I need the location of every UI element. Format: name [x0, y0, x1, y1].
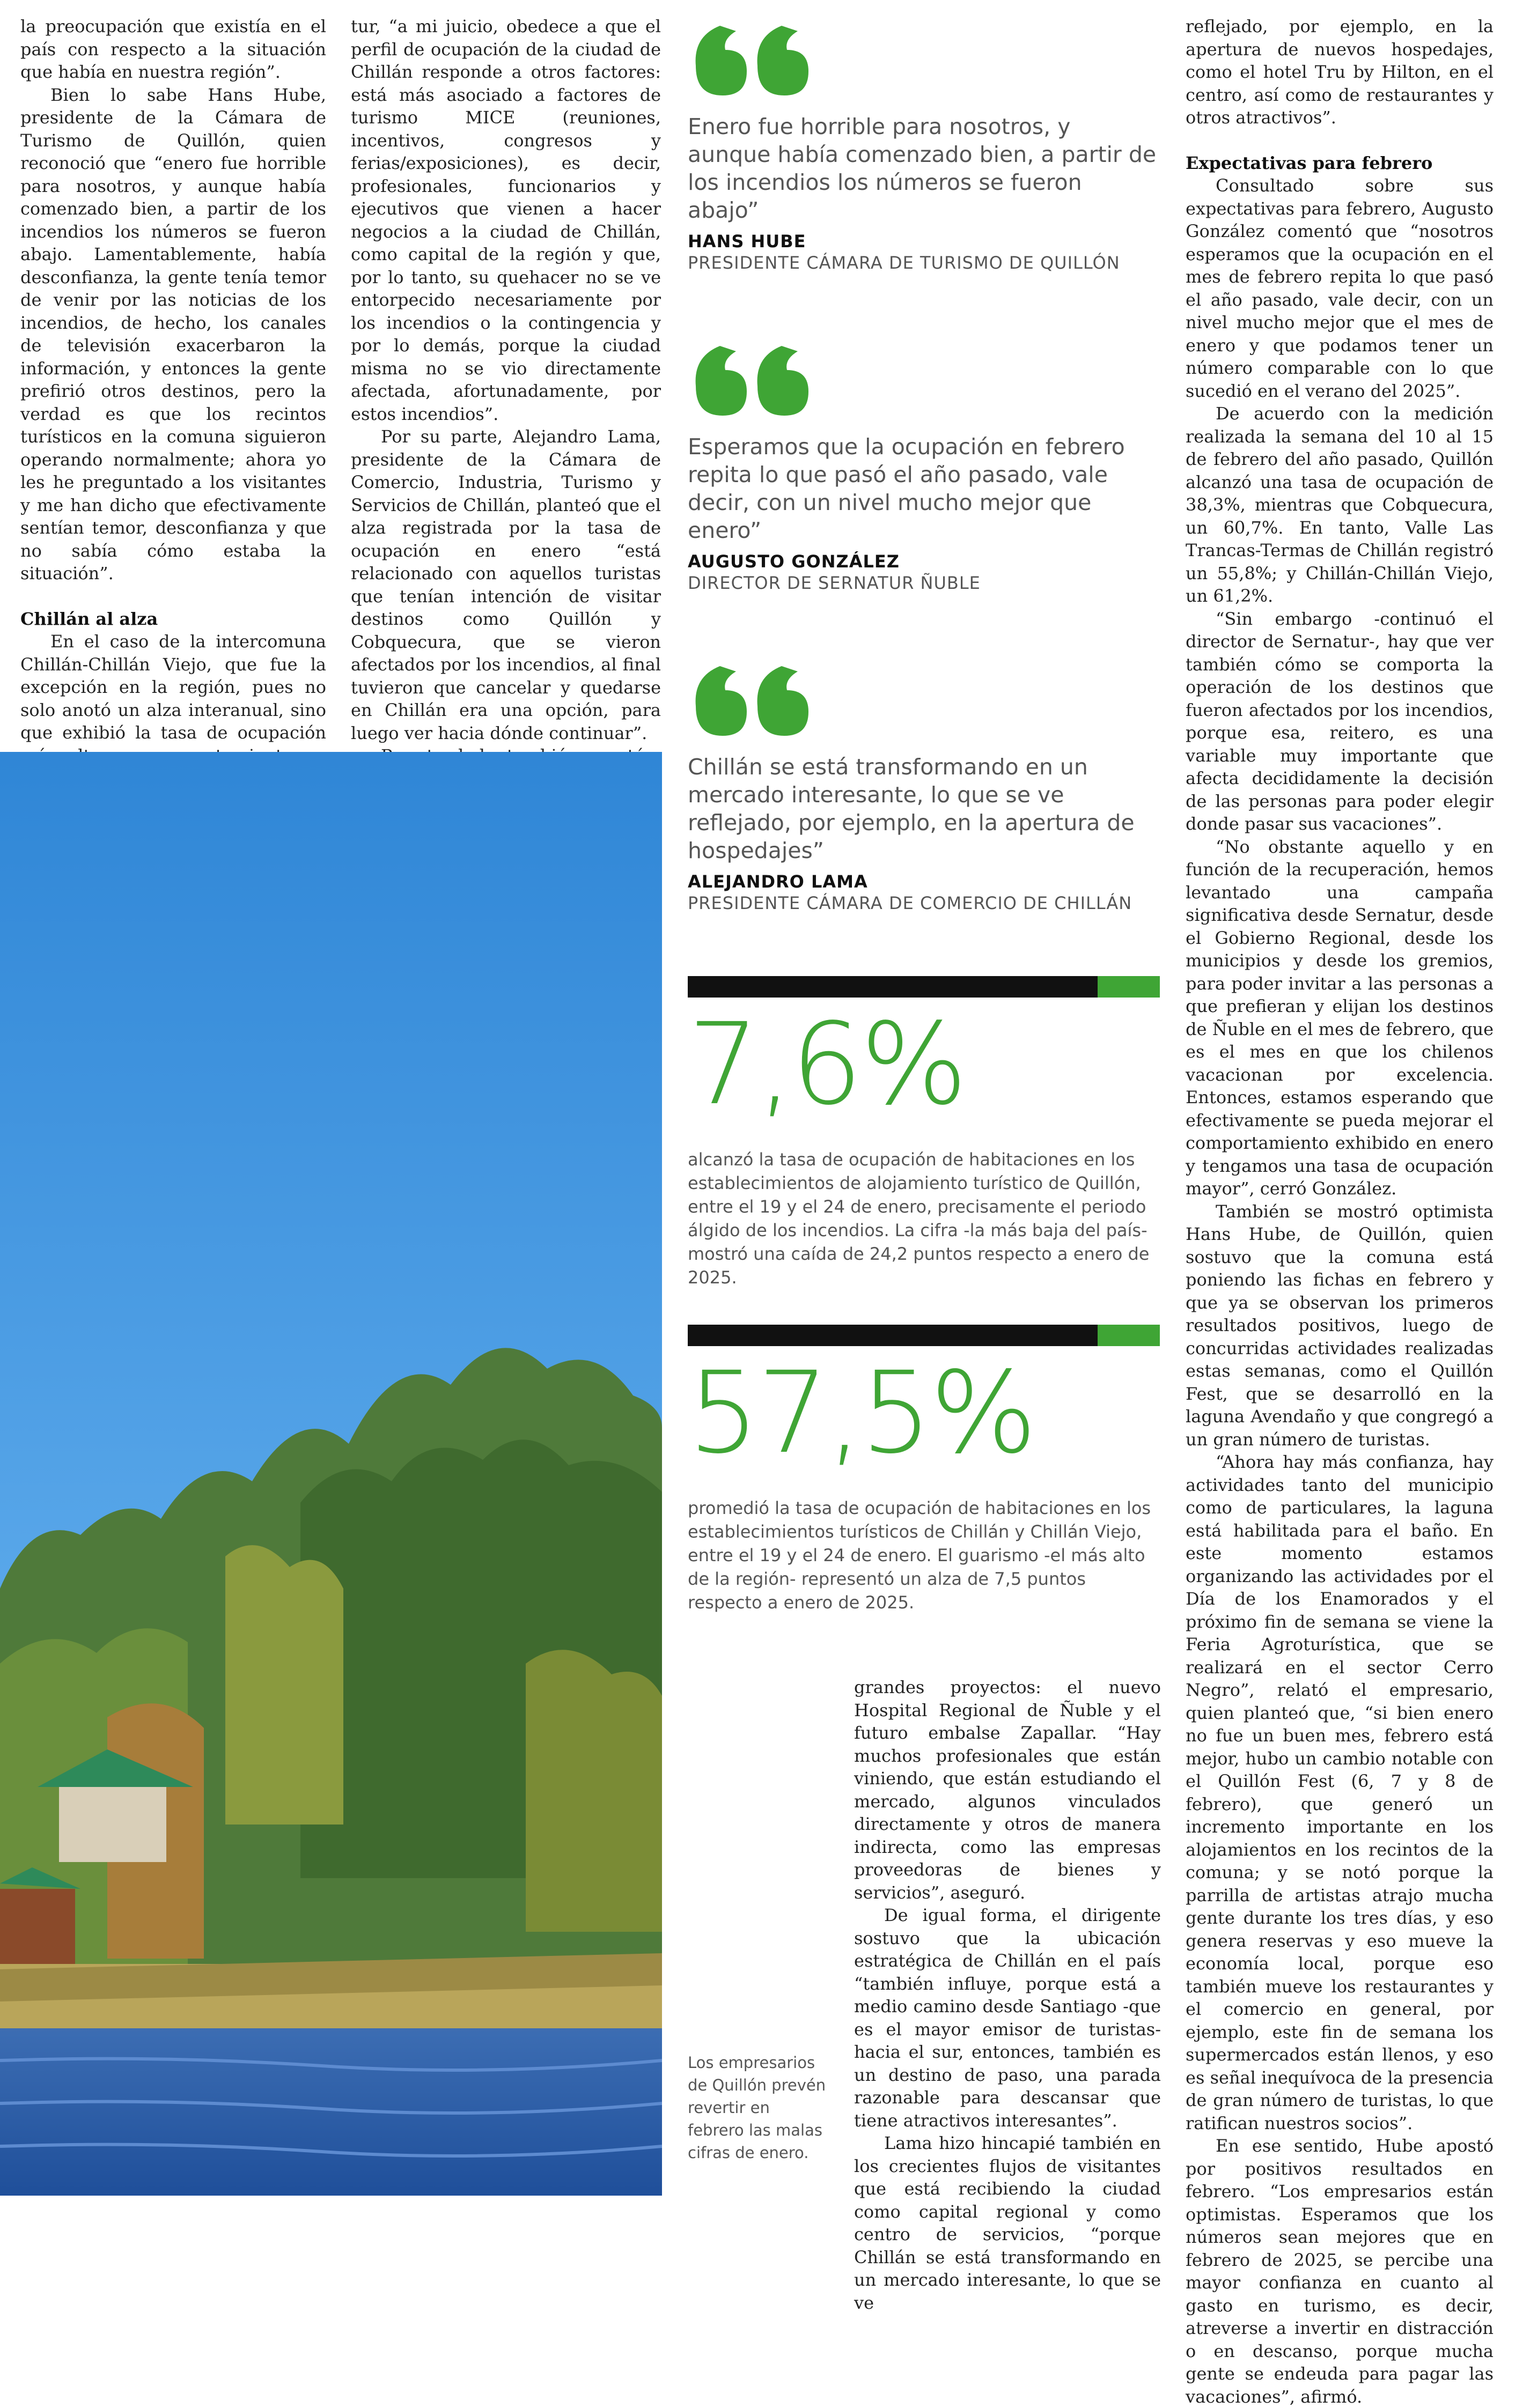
quote-role: PRESIDENTE CÁMARA DE TURISMO DE QUILLÓN	[688, 253, 1120, 273]
paragraph: Lama hizo hincapié también en los crecientes flujos de visitantes que está recibiendo la ciudad como capital regional y como centro de servicios, “porque Chillán se está transformando en un mercado interesante, lo que se ve	[854, 2133, 1161, 2313]
quote-text: Enero fue horrible para nosotros, y aunque había comenzado bien, a partir de los incendios los números se fueron abajo”	[688, 114, 1157, 223]
quote-author: AUGUSTO GONZÁLEZ	[688, 551, 900, 572]
pull-quote-1	[688, 15, 1160, 274]
photo-caption: Los empresarios de Quillón prevén revertir en febrero las malas cifras de enero.	[688, 2054, 826, 2162]
article-column-4	[1186, 15, 1494, 2408]
stat-description: alcanzó la tasa de ocupación de habitaciones en los establecimientos de alojamiento turístico de Quillón, entre el 19 y el 24 de enero, precisamente el periodo álgido de los incendios. La cifra -la más baja del país- mostró una caída de 24,2 puntos respecto a enero de 2025.	[688, 1149, 1150, 1288]
quote-text: Esperamos que la ocupación en febrero repita lo que pasó el año pasado, vale decir, con un nivel mucho mejor que enero”	[688, 434, 1125, 543]
paragraph: “Sin embargo -continuó el director de Sernatur-, hay que ver también cómo se comporta la operación de los destinos que fueron afectados por los incendios, porque esa, reitero, es una variable muy importante que afecta decididamente la decisión de las personas para poder elegir donde pasar sus vacaciones”.	[1186, 608, 1494, 834]
paragraph: reflejado, por ejemplo, en la apertura de nuevos hospedajes, como el hotel Tru by Hilton, en el centro, así como de restaurantes y otros atractivos”.	[1186, 16, 1494, 128]
paragraph: Por su parte, Alejandro Lama, presidente de la Cámara de Comercio, Industria, Turismo y Servicios de Chillán, planteó que el alza registrada por la tasa de ocupación en enero “está relacionado con aquellos turistas que tenían intención de visitar destinos como Quillón y Cobquecura, que se vieron afectados por los incendios, al final tuvieron que cancelar y quedarse en Chillán era una opción, para luego ver hacia dónde continuar”.	[351, 426, 661, 743]
stat-block-1	[688, 976, 1160, 1289]
paragraph: la preocupación que existía en el país con respecto a la situación que había en nuestra región”.	[20, 16, 326, 82]
paragraph: De acuerdo con la medición realizada la semana del 10 al 15 de febrero del año pasado, Quillón alcanzó una tasa de ocupación de 38,3%, mientras que Cobquecura, un 60,7%. En tanto, Valle Las Trancas-Termas de Chillán registró un 55,8%; y Chillán-Chillán Viejo, un 61,2%.	[1186, 403, 1494, 606]
quote-role: PRESIDENTE CÁMARA DE COMERCIO DE CHILLÁN	[688, 893, 1132, 913]
quote-mark-icon	[688, 655, 822, 736]
paragraph: En el caso de la intercomuna Chillán-Chillán Viejo, que fue la excepción en la región, pues no solo anotó un alza interanual, sino que exhibió la tasa de ocupación	[20, 631, 326, 743]
stat-bar	[688, 976, 1160, 998]
section-heading: Expectativas para febrero	[1186, 152, 1433, 173]
article-column-1	[20, 15, 326, 858]
section-heading: Chillán al alza	[20, 608, 158, 629]
quote-text: Chillán se está transformando en un mercado interesante, lo que se ve reflejado, por ejemplo, en la apertura de hospedajes”	[688, 754, 1135, 863]
quote-mark-icon	[688, 335, 822, 416]
quote-author: ALEJANDRO LAMA	[688, 871, 868, 892]
stat-bar	[688, 1325, 1160, 1346]
pull-quote-3	[688, 655, 1160, 914]
paragraph: “No obstante aquello y en función de la recuperación, hemos levantado una campaña significativa desde Sernatur, desde el Gobierno Regional, desde los municipios y desde los gremios, para poder invitar a las personas a que prefieran y elijan los destinos de Ñuble en el mes de febrero, que es el mes en que los chilenos vacacionan por excelencia. Entonces, estamos esperando que efectivamente se pueda mejorar el comportamiento exhibido en enero y tengamos una tasa de ocupación mayor”, cerró González.	[1186, 836, 1494, 1199]
paragraph: De igual forma, el dirigente sostuvo que la ubicación estratégica de Chillán en el país “también influye, porque está a medio camino desde Santiago -que es el mayor emisor de turistas- hacia el sur, entonces, también es un destino de paso, una parada razonable para descansar que tiene atractivos interesantes”.	[854, 1905, 1161, 2131]
pull-quote-2	[688, 335, 1160, 594]
quote-role: DIRECTOR DE SERNATUR ÑUBLE	[688, 573, 981, 593]
article-column-2	[351, 15, 661, 859]
lagoon-photo	[0, 752, 662, 2196]
stat-value: 57,5%	[688, 1347, 1035, 1479]
paragraph: Bien lo sabe Hans Hube, presidente de la Cámara de Turismo de Quillón, quien reconoció que “enero fue horrible para nosotros, y aunque había comenzado bien, a partir de los incendios los números se fueron abajo. Lamentablemente, había desconfianza, la gente tenía temor de venir por las noticias de los incendios, de hecho, los canales de televisión exacerbaron la información, y entonces la gente prefirió otros destinos, pero la verdad es que los recintos turísticos en la comuna siguieron operando normalmente; ahora yo les he preguntado a los visitantes y me han dicho que efectivamente sentían temor, desconfianza y que no sabía cómo estaba la situación”.	[20, 84, 326, 583]
paragraph: grandes proyectos: el nuevo Hospital Regional de Ñuble y el futuro embalse Zapallar. “Hay muchos profesionales que están viniendo, que están estudiando el mercado, algunos vinculados directamente y otros de manera indirecta, como las empresas proveedoras de bienes y servicios”, aseguró.	[854, 1677, 1161, 1903]
paragraph: Consultado sobre sus expectativas para febrero, Augusto González comentó que “nosotros esperamos que la ocupación en el mes de febrero repita lo que pasó el año pasado, vale decir, con un nivel mucho mejor que el mes de enero y que podamos tener un número comparable con lo que sucedió en el verano del 2025”.	[1186, 175, 1494, 401]
paragraph: “Ahora hay más confianza, hay actividades tanto del municipio como de particulares, la laguna está habilitada para el baño. En este momento estamos organizando las actividades por el Día de los Enamorados y el próximo fin de semana se viene la Feria Agroturística, que se realizará en el sector Cerro Negro”, relató el empresario, quien planteó que, “si bien enero no fue un buen mes, febrero está mejor, hubo un cambio notable con el Quillón Fest (6, 7 y 8 de febrero), que generó un incremento importante en los alojamientos en los recintos de la comuna; y se notó porque la parrilla de artistas atrajo mucha gente durante los tres días, y eso genera reservas y eso mueve la economía local, porque eso también mueve los restaurantes y el comercio en general, por ejemplo, este fin de semana los supermercados están llenos, y eso es señal inequívoca de la presencia de gran número de turistas, lo que ratifican nuestros socios”.	[1186, 1452, 1494, 2133]
paragraph: En ese sentido, Hube apostó por positivos resultados en febrero. “Los empresarios están optimistas. Esperamos que los números sean mejores que en febrero de 2025, se percibe una mayor confianza en cuanto al gasto en turismo, es decir, atreverse a invertir en distracción o en descanso, porque mucha gente se endeuda para pagar las vacaciones”, afirmó.	[1186, 2136, 1494, 2407]
quote-mark-icon	[688, 15, 822, 95]
stat-value: 7,6%	[688, 999, 966, 1130]
paragraph: tur, “a mi juicio, obedece a que el perfil de ocupación de la ciudad de Chillán responde a otros factores: está más asociado a factores de turismo MICE (reuniones, incentivos, congresos y ferias/exposiciones), es decir, profesionales, funcionarios y ejecutivos que vienen a hacer negocios a la ciudad de Chillán, como capital de la región y que, por lo tanto, su quehacer no se ve entorpecido necesariamente por los incendios o la contingencia y por lo demás, porque la ciudad misma no se vio directamente afectada, afortunadamente, por estos incendios”.	[351, 16, 661, 424]
paragraph: También se mostró optimista Hans Hube, de Quillón, quien sostuvo que la comuna está poniendo las fichas en febrero y que ya se observan los primeros resultados positivos, luego de concurridas actividades realizadas estas semanas, como el Quillón Fest, que se desarrolló en la laguna Avendaño y que congregó a un gran número de turistas.	[1186, 1201, 1494, 1450]
stat-description: promedió la tasa de ocupación de habitaciones en los establecimientos turísticos de Chillán y Chillán Viejo, entre el 19 y el 24 de enero. El guarismo -el más alto de la región- representó un alza de 7,5 puntos respecto a enero de 2025.	[688, 1498, 1151, 1613]
article-column-3	[854, 1676, 1161, 2314]
stat-block-2	[688, 1325, 1160, 1614]
quote-author: HANS HUBE	[688, 231, 806, 252]
